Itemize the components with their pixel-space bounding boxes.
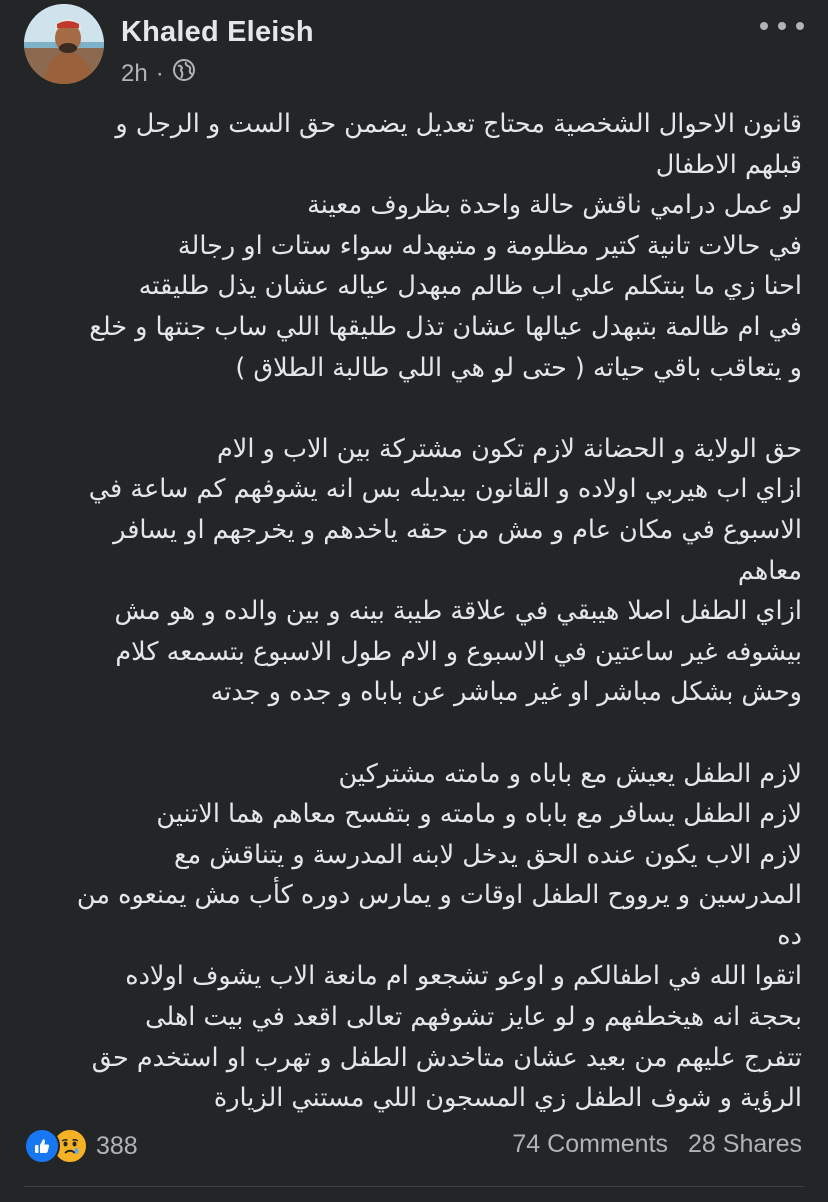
author-name[interactable]: Khaled Eleish [121, 16, 314, 48]
post-text-line: المدرسين و يرووح الطفل اوقات و يمارس دوره كأب مش يمنعوه من [76, 880, 802, 911]
post-text-line: ده [777, 920, 802, 951]
author-avatar[interactable] [24, 4, 104, 84]
post-text-line: ازاي اب هيربي اولاده و القانون بيديله بس انه يشوفهم كم ساعة في [88, 474, 802, 505]
post-blank-line [26, 713, 802, 754]
engagement-counts [512, 1130, 802, 1159]
post-text-line: الاسبوع في مكان عام و مش من حقه ياخدهم و يخرجهم او يسافر [113, 514, 802, 545]
comments-count[interactable]: 74 Comments [512, 1130, 669, 1158]
post-text-line: لازم الطفل يسافر مع باباه و مامته و بتفسح معاهم هما الاتنين [156, 799, 802, 830]
avatar-photo [24, 4, 104, 84]
reactions-summary[interactable] [24, 1128, 138, 1164]
post-blank-line [26, 388, 802, 429]
post-text-line: ازاي الطفل اصلا هيبقي في علاقة طيبة بينه و بين والده و هو مش [114, 596, 802, 627]
post-meta [121, 58, 196, 89]
more-options-icon[interactable] [760, 18, 804, 34]
post-text-line: تتفرج عليهم من بعيد عشان متاخدش الطفل و تهرب او استخدم حق [91, 1042, 802, 1073]
post-text-line: لو عمل درامي ناقش حالة واحدة بظروف معينة [307, 190, 802, 221]
post-text-line: لازم الاب يكون عنده الحق يدخل لابنه المدرسة و يتناقش مع [173, 839, 802, 870]
post-text-line: بحجة انه هيخطفهم و لو عايز تشوفهم تعالى اقعد في بيت اهلى [145, 1002, 802, 1033]
globe-icon [172, 58, 196, 89]
post-text-line: الرؤية و شوف الطفل زي المسجون اللي مستني الزيارة [213, 1083, 802, 1114]
meta-separator: · [155, 59, 164, 87]
post-text-line: في حالات تانية كتير مظلومة و متبهدله سواء ستات او رجالة [177, 230, 802, 261]
like-icon [24, 1128, 60, 1164]
post-text-line: معاهم [737, 555, 802, 586]
shares-count[interactable]: 28 Shares [688, 1130, 802, 1158]
post-header [0, 0, 828, 100]
post-text-line: بيشوفه غير ساعتين في الاسبوع و الام طول الاسبوع بتسمعه كلام [115, 636, 802, 667]
post-text-line: اتقوا الله في اطفالكم و اوعو تشجعو ام مانعة الاب يشوف اولاده [125, 961, 802, 992]
post-footer [0, 1122, 828, 1170]
post-text-line: قبلهم الاطفال [655, 149, 802, 180]
post-text-line: قانون الاحوال الشخصية محتاج تعديل يضمن حق الست و الرجل و [115, 109, 802, 139]
post-body [26, 104, 802, 1119]
footer-divider [24, 1186, 804, 1187]
post-text-line: وحش بشكل مباشر او غير مباشر عن باباه و جده و جدته [210, 677, 802, 708]
reactions-count: 388 [96, 1131, 138, 1160]
post-time[interactable]: 2h [121, 59, 148, 87]
post-text-line: و يتعاقب باقي حياته ( حتى لو هي اللي طالبة الطلاق ) [235, 352, 802, 383]
post-text-line: في ام ظالمة بتبهدل عيالها عشان تذل طليقها اللي ساب جنتها و خلع [89, 311, 802, 342]
post-text-line: لازم الطفل يعيش مع باباه و مامته مشتركين [338, 758, 802, 789]
post-text-line: احنا زي ما بنتكلم علي اب ظالم مبهدل عياله عشان يذل طليقته [138, 271, 802, 302]
post-text-line: حق الولاية و الحضانة لازم تكون مشتركة بين الاب و الام [217, 433, 802, 464]
